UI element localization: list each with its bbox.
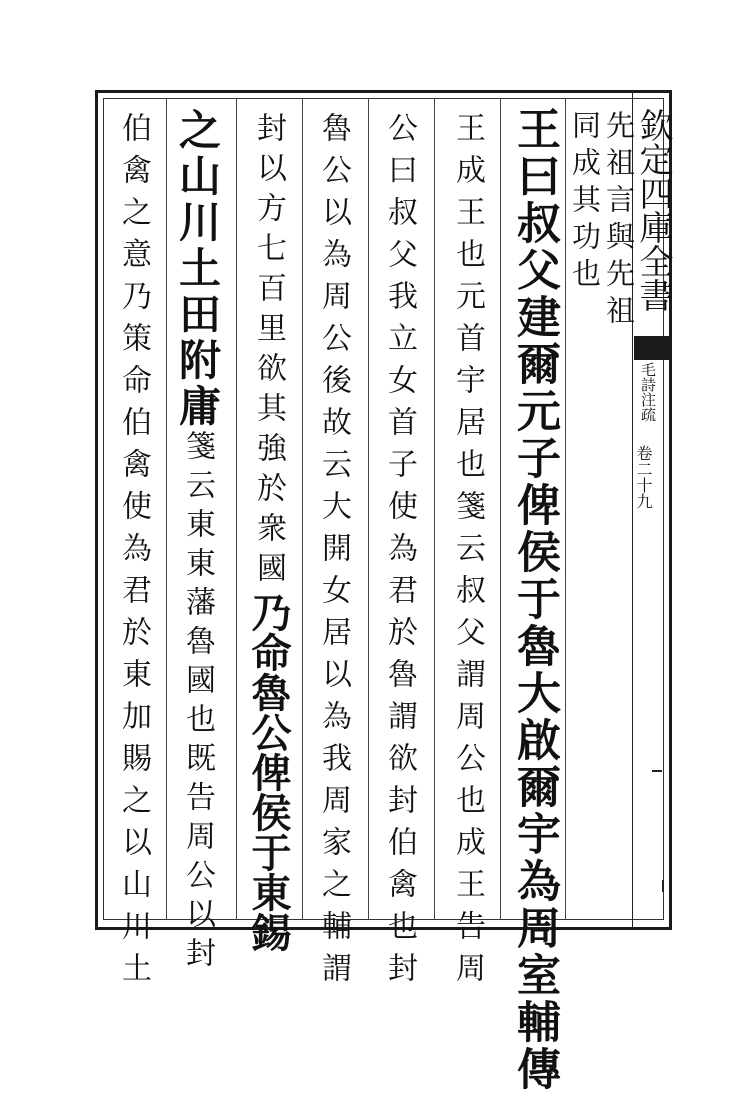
- commentary-column: 魯公以為周公後故云大開女居以為我周家之輔謂: [316, 112, 351, 994]
- fishtail-mark: [634, 336, 670, 360]
- book-title: 毛詩注疏: [639, 362, 657, 422]
- mixed-column: [173, 108, 222, 976]
- commentary-column: 公曰叔父我立女首子使為君於魯謂欲封伯禽也封: [382, 112, 417, 994]
- commentary-column: 王成王也元首宇居也箋云叔父謂周公也成王告周: [450, 112, 485, 994]
- column-rule: [434, 98, 435, 920]
- commentary-column: 伯禽之意乃策命伯禽使為君於東加賜之以山川土: [116, 112, 151, 994]
- note-column: 同成其功也: [568, 110, 602, 295]
- column-rule: [368, 98, 369, 920]
- margin-mark: [652, 770, 662, 772]
- column-rule: [302, 98, 303, 920]
- column-rule: [236, 98, 237, 920]
- mixed-column: [245, 112, 292, 952]
- note-column: 先祖言與先祖: [602, 110, 636, 332]
- margin-mark: [650, 880, 664, 892]
- column-rule: [166, 98, 167, 920]
- main-text-segment: 之山川土田附庸: [173, 108, 222, 430]
- column-rule: [500, 98, 501, 920]
- collection-title: 欽定四庫全書: [633, 108, 673, 312]
- volume-label: 卷二十九: [634, 445, 653, 509]
- commentary-segment: 封以方七百里欲其強於衆國: [251, 112, 286, 592]
- column-rule: [565, 98, 566, 920]
- main-text-column: 王曰叔父建爾元子俾侯于魯大啟爾宇為周室輔傳: [509, 106, 560, 1093]
- commentary-segment: 箋云東東藩魯國也既告周公以封: [180, 430, 215, 976]
- main-text-segment: 乃命魯公俾侯于東錫: [245, 592, 292, 952]
